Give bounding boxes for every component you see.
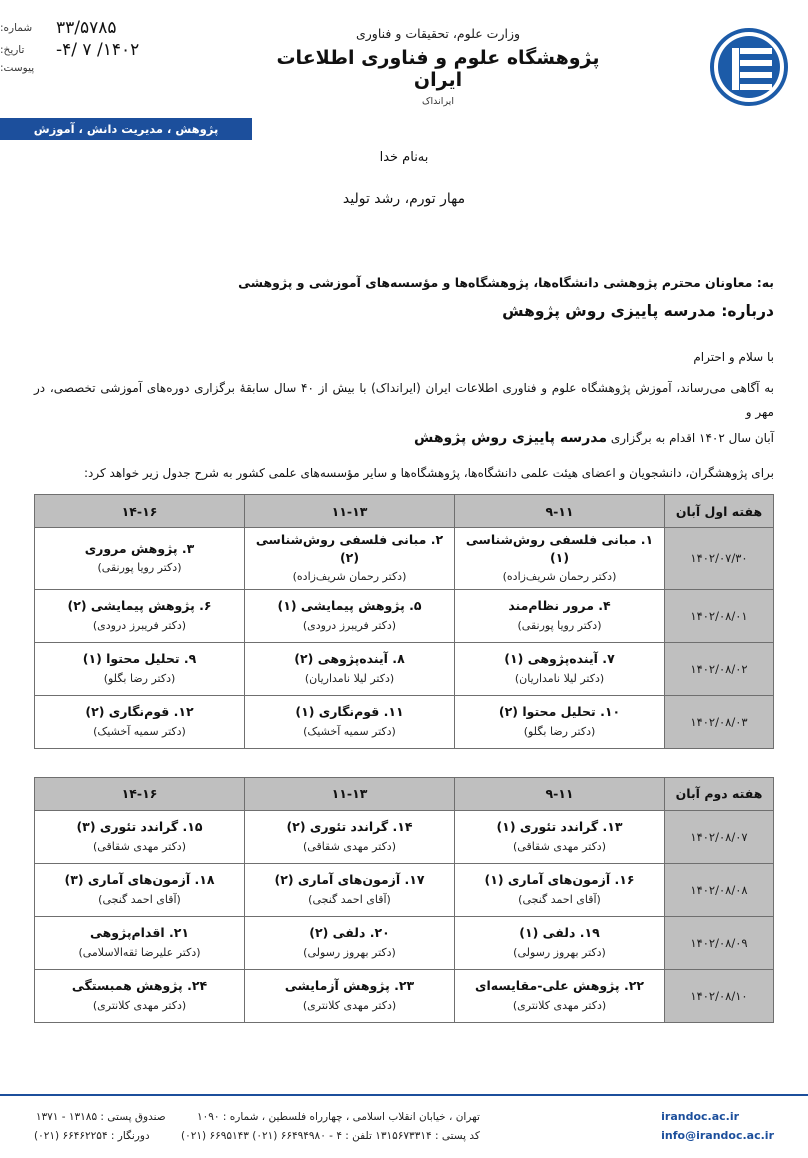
session-title: ۸. آینده‌پژوهی (۲) bbox=[294, 651, 405, 667]
table-row bbox=[35, 969, 774, 1022]
body-line-2b-highlight: مدرسه پاییزی روش پژوهش bbox=[414, 430, 608, 446]
footer-contact-block bbox=[661, 1108, 774, 1145]
session-cell bbox=[35, 528, 245, 590]
table-row bbox=[35, 642, 774, 695]
session-cell bbox=[245, 969, 455, 1022]
session-presenter: (دکتر رضا بگلو) bbox=[103, 671, 176, 685]
table-row bbox=[35, 589, 774, 642]
table-header-row bbox=[35, 495, 774, 528]
session-presenter: (آقای احمد گنجی) bbox=[308, 892, 391, 906]
session-presenter: (دکتر مهدی شقاقی) bbox=[302, 839, 396, 853]
session-title: ۶. پژوهش پیمایشی (۲) bbox=[67, 598, 212, 614]
table-row bbox=[35, 916, 774, 969]
row-date: ۱۴۰۲/۰۸/۱۰ bbox=[665, 969, 774, 1022]
body-line-1: به آگاهی می‌رساند، آموزش پژوهشگاه علوم و فناوری اطلاعات ایران (ایرانداک) با بیش از ۴۰ سال سابقهٔ برگزاری دوره‌های آموزشی تخصصی، در مهر و bbox=[34, 381, 774, 419]
session-title: ۲۱. اقدام‌پژوهی bbox=[89, 925, 190, 941]
row-date: ۱۴۰۲/۰۸/۰۹ bbox=[665, 916, 774, 969]
session-title: ۲۲. پژوهش علی-مقایسه‌ای bbox=[475, 978, 644, 994]
session-presenter: (دکتر رضا بگلو) bbox=[523, 724, 596, 738]
session-presenter: (دکتر رویا پورنقی) bbox=[97, 561, 182, 575]
session-cell bbox=[245, 916, 455, 969]
session-presenter: (دکتر بهروز رسولی) bbox=[513, 945, 606, 959]
session-title: ۱۴. گراندد تئوری (۲) bbox=[286, 819, 413, 835]
footer-fax-text: دورنگار : ۶۶۴۶۲۲۵۴ (۰۲۱) bbox=[34, 1130, 150, 1142]
table-header-week: هفته اول آبان bbox=[665, 495, 774, 528]
table-header-slot-1: ۹-۱۱ bbox=[455, 495, 665, 528]
schedule-table-week-2 bbox=[34, 777, 774, 1023]
reference-number-label: شماره: bbox=[0, 22, 33, 34]
session-title: ۹. تحلیل محتوا (۱) bbox=[82, 651, 197, 667]
attachment-label: پیوست: bbox=[0, 62, 35, 74]
session-presenter: (دکتر سمیه آخشیک) bbox=[303, 724, 396, 738]
session-title: ۱۲. قوم‌نگاری (۲) bbox=[85, 704, 194, 720]
session-presenter: (دکتر مهدی شقاقی) bbox=[92, 839, 186, 853]
session-cell bbox=[455, 863, 665, 916]
session-cell bbox=[455, 589, 665, 642]
session-cell bbox=[35, 695, 245, 748]
session-cell bbox=[245, 589, 455, 642]
session-title: ۲۴. پژوهش همبستگی bbox=[71, 978, 208, 994]
schedule-table-week-1 bbox=[34, 494, 774, 749]
session-presenter: (دکتر علیرضا ثقه‌الاسلامی) bbox=[78, 945, 201, 959]
session-presenter: (آقای احمد گنجی) bbox=[98, 892, 181, 906]
irandoc-logo-icon bbox=[710, 28, 788, 106]
ministry-name: وزارت علوم، تحقیقات و فناوری bbox=[355, 26, 521, 41]
table-row bbox=[35, 863, 774, 916]
footer-postal-box: صندوق پستی : ۱۳۱۸۵ - ۱۳۷۱ bbox=[35, 1110, 166, 1123]
footer-address-line-1 bbox=[34, 1108, 480, 1127]
row-date: ۱۴۰۲/۰۷/۳۰ bbox=[665, 528, 774, 590]
session-title: ۱۱. قوم‌نگاری (۱) bbox=[295, 704, 404, 720]
session-presenter: (دکتر سمیه آخشیک) bbox=[93, 724, 186, 738]
session-cell bbox=[35, 916, 245, 969]
footer-website-link[interactable]: irandoc.ac.ir bbox=[661, 1110, 740, 1124]
session-presenter: (دکتر لیلا نامداریان) bbox=[304, 671, 395, 685]
session-presenter: (دکتر مهدی کلانتری) bbox=[512, 998, 607, 1012]
session-title: ۵. پژوهش پیمایشی (۱) bbox=[277, 598, 422, 614]
besmellah-text: به‌نام خدا bbox=[379, 150, 429, 165]
session-presenter: (دکتر بهروز رسولی) bbox=[303, 945, 396, 959]
header-banner-text: پژوهش ، مدیریت دانش ، آموزش bbox=[33, 122, 219, 136]
session-title: ۱۵. گراندد تئوری (۳) bbox=[76, 819, 203, 835]
footer-address-block bbox=[34, 1108, 480, 1147]
date-label: تاریخ: bbox=[0, 44, 25, 56]
session-presenter: (دکتر مهدی شقاقی) bbox=[512, 839, 606, 853]
header-reference-block bbox=[0, 0, 300, 76]
footer-phone-text: کد پستی : ۱۳۱۵۶۷۳۳۱۴ تلفن : ۴ - ۶۶۴۹۴۹۸۰ (۰۲۱) ۶۶۹۵۱۴۳ (۰۲۱) bbox=[180, 1130, 480, 1142]
session-title: ۲۳. پژوهش آزمایشی bbox=[284, 978, 415, 994]
table-header-slot-1: ۹-۱۱ bbox=[455, 777, 665, 810]
body-paragraph bbox=[34, 376, 774, 452]
session-cell bbox=[245, 528, 455, 590]
session-title: ۷. آینده‌پژوهی (۱) bbox=[504, 651, 615, 667]
session-title: ۱۶. آزمون‌های آماری (۱) bbox=[484, 872, 635, 888]
session-title: ۱۳. گراندد تئوری (۱) bbox=[496, 819, 623, 835]
row-date: ۱۴۰۲/۰۸/۰۷ bbox=[665, 810, 774, 863]
session-presenter: (دکتر فریبرز درودی) bbox=[92, 618, 187, 632]
letter-body bbox=[0, 150, 808, 1023]
table-header-slot-3: ۱۴-۱۶ bbox=[35, 495, 245, 528]
session-cell bbox=[455, 969, 665, 1022]
session-presenter: (دکتر رویا پورنقی) bbox=[517, 618, 602, 632]
table-header-week: هفته دوم آبان bbox=[665, 777, 774, 810]
recipient-line: به: معاونان محترم پژوهشی دانشگاه‌ها، پژوهشگاه‌ها و مؤسسه‌های آموزشی و پژوهشی bbox=[238, 275, 774, 290]
session-cell bbox=[35, 863, 245, 916]
session-presenter: (دکتر فریبرز درودی) bbox=[302, 618, 397, 632]
table-row bbox=[35, 695, 774, 748]
row-date: ۱۴۰۲/۰۸/۰۱ bbox=[665, 589, 774, 642]
letter-footer bbox=[0, 1094, 808, 1158]
date-value: ۱۴۰۲/ ۷ /۴- bbox=[56, 40, 140, 60]
table-header-row bbox=[35, 777, 774, 810]
body-line-2a: آبان سال ۱۴۰۲ اقدام به برگزاری bbox=[610, 431, 774, 445]
session-title: ۱۰. تحلیل محتوا (۲) bbox=[498, 704, 621, 720]
footer-address-line-2 bbox=[34, 1127, 480, 1146]
session-cell bbox=[455, 642, 665, 695]
table-row bbox=[35, 528, 774, 590]
subject-title: مدرسه پاییزی روش پژوهش bbox=[502, 302, 716, 320]
session-presenter: (آقای احمد گنجی) bbox=[518, 892, 601, 906]
session-cell bbox=[245, 642, 455, 695]
session-presenter: (دکتر لیلا نامداریان) bbox=[514, 671, 605, 685]
footer-email-link[interactable]: info@irandoc.ac.ir bbox=[661, 1129, 774, 1142]
table-header-slot-3: ۱۴-۱۶ bbox=[35, 777, 245, 810]
session-title: ۱۸. آزمون‌های آماری (۳) bbox=[64, 872, 215, 888]
session-cell bbox=[35, 642, 245, 695]
session-cell bbox=[35, 589, 245, 642]
session-title: ۲۰. دلفی (۲) bbox=[309, 925, 390, 941]
session-title: ۳. پژوهش مروری bbox=[84, 541, 195, 557]
row-date: ۱۴۰۲/۰۸/۰۲ bbox=[665, 642, 774, 695]
row-date: ۱۴۰۲/۰۸/۰۳ bbox=[665, 695, 774, 748]
session-title: ۱۹. دلفی (۱) bbox=[519, 925, 600, 941]
session-cell bbox=[455, 528, 665, 590]
session-presenter: (دکتر رحمان شریف‌زاده) bbox=[502, 570, 617, 584]
reference-number-value: ۳۳/۵۷۸۵ bbox=[56, 18, 117, 38]
session-cell bbox=[455, 916, 665, 969]
organization-title-block bbox=[268, 26, 608, 107]
header-banner bbox=[0, 118, 252, 140]
letter-header bbox=[0, 0, 808, 136]
session-cell bbox=[245, 863, 455, 916]
subject-line bbox=[34, 302, 774, 320]
table-header-slot-2: ۱۱-۱۳ bbox=[245, 777, 455, 810]
session-cell bbox=[455, 810, 665, 863]
session-presenter: (دکتر مهدی کلانتری) bbox=[302, 998, 397, 1012]
session-title: ۱. مبانی فلسفی روش‌شناسی (۱) bbox=[465, 532, 654, 566]
session-cell bbox=[245, 695, 455, 748]
table-row bbox=[35, 810, 774, 863]
body-line-3: برای پژوهشگران، دانشجویان و اعضای هیئت علمی دانشگاه‌ها، پژوهشگاه‌ها و سایر مؤسسه‌های علمی کشور به شرح جدول زیر خواهد کرد: bbox=[84, 466, 774, 480]
greeting-line: با سلام و احترام bbox=[693, 350, 774, 364]
year-slogan: مهار تورم، رشد تولید bbox=[342, 191, 466, 207]
table-header-slot-2: ۱۱-۱۳ bbox=[245, 495, 455, 528]
footer-address-text-1: تهران ، خیابان انقلاب اسلامی ، چهارراه فلسطین ، شماره : ۱۰۹۰ bbox=[197, 1110, 480, 1123]
subject-prefix: درباره: bbox=[721, 302, 774, 320]
institute-name: پژوهشگاه علوم و فناوری اطلاعات ایران bbox=[276, 47, 600, 91]
session-title: ۴. مرور نظام‌مند bbox=[508, 598, 611, 614]
session-cell bbox=[35, 969, 245, 1022]
session-cell bbox=[35, 810, 245, 863]
row-date: ۱۴۰۲/۰۸/۰۸ bbox=[665, 863, 774, 916]
session-presenter: (دکتر مهدی کلانتری) bbox=[92, 998, 187, 1012]
session-title: ۱۷. آزمون‌های آماری (۲) bbox=[274, 872, 425, 888]
institute-shortname: ایرانداک bbox=[422, 96, 454, 107]
session-title: ۲. مبانی فلسفی روش‌شناسی (۲) bbox=[255, 532, 444, 566]
session-cell bbox=[245, 810, 455, 863]
table-spacer bbox=[34, 749, 774, 763]
session-presenter: (دکتر رحمان شریف‌زاده) bbox=[292, 570, 407, 584]
session-cell bbox=[455, 695, 665, 748]
